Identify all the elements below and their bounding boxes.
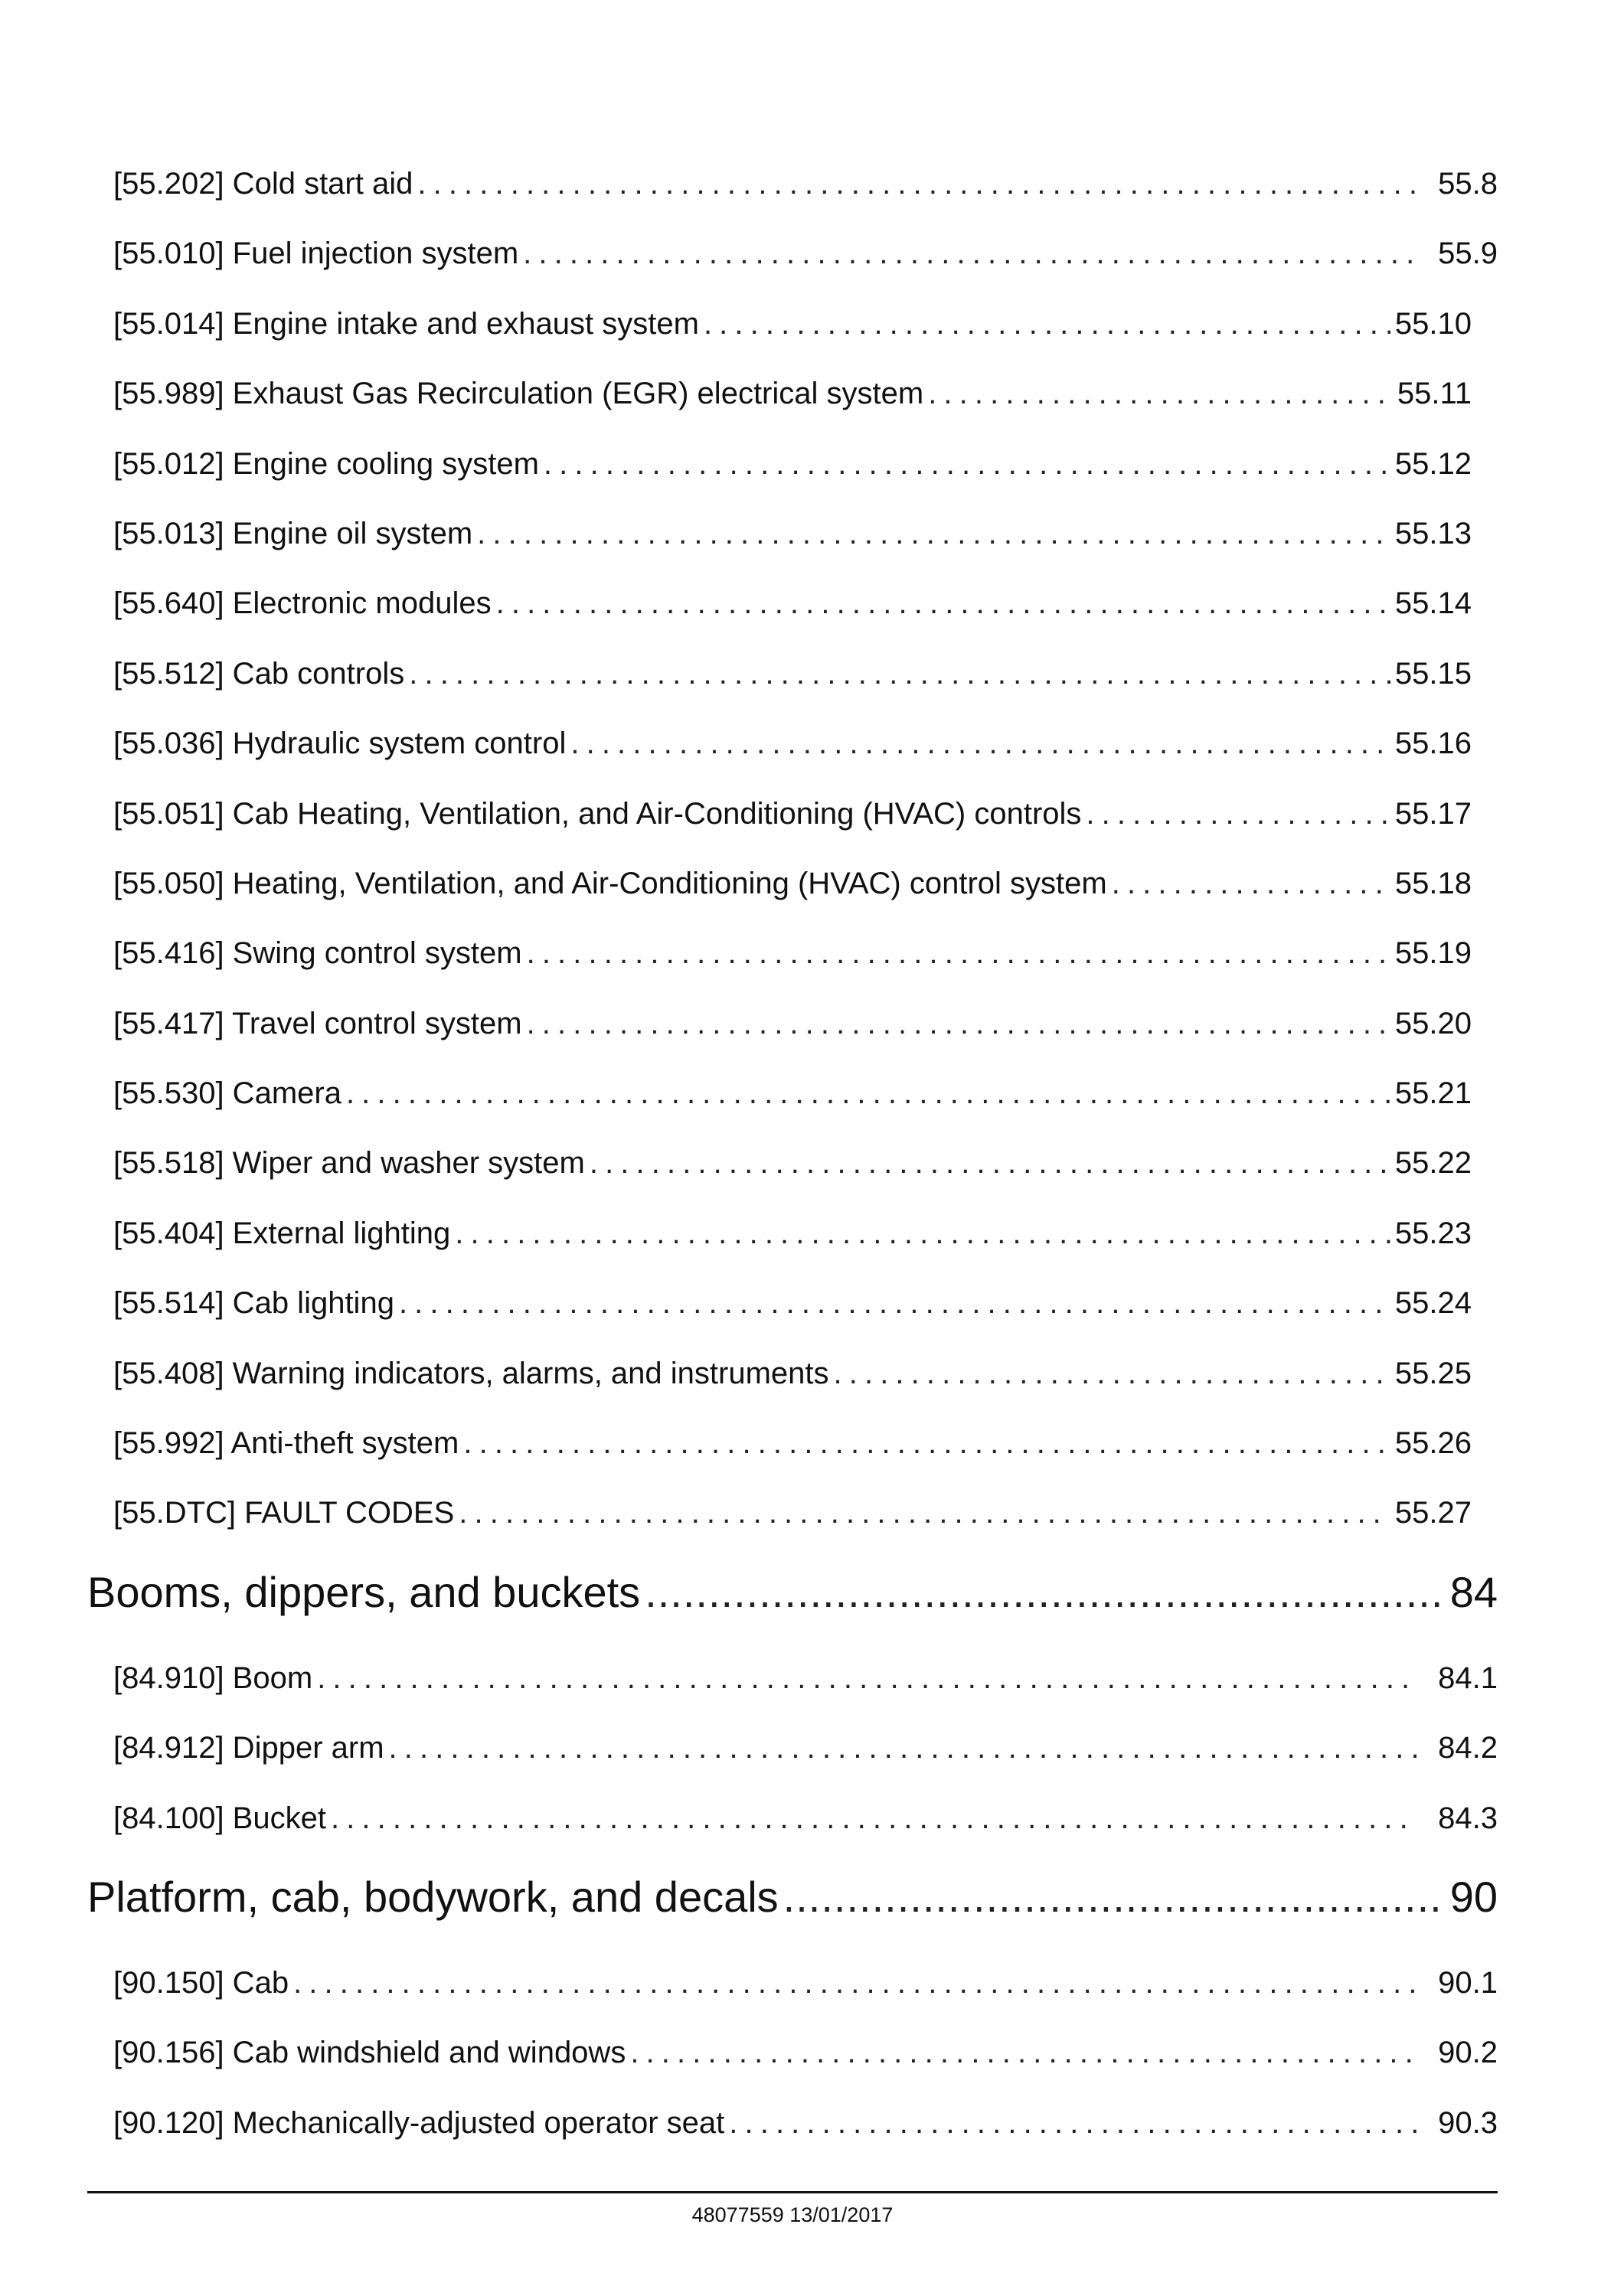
toc-page-number: 84 (1449, 1567, 1498, 1616)
toc-dot-leader (389, 1733, 1417, 1763)
toc-page-number: 90.2 (1438, 2036, 1498, 2070)
toc-page-number: 55.12 (1394, 446, 1472, 481)
toc-page-number: 55.10 (1394, 306, 1472, 341)
toc-entry-title: [55.036] Hydraulic system control (113, 727, 567, 761)
toc-entry-row[interactable] (87, 2105, 1498, 2177)
toc-chapter-title: Booms, dippers, and buckets (87, 1567, 641, 1616)
toc-entry-title: [84.912] Dipper arm (113, 1731, 384, 1765)
toc-entry-title: [55.DTC] FAULT CODES (113, 1496, 455, 1530)
toc-page-number: 84.2 (1438, 1731, 1498, 1765)
toc-dot-leader (729, 2108, 1417, 2138)
toc-page-number: 55.19 (1394, 936, 1472, 971)
toc-entry-title: [55.050] Heating, Ventilation, and Air-Conditioning (HVAC) control system (113, 866, 1107, 900)
toc-dot-leader (783, 1876, 1439, 1919)
toc-page-number: 55.8 (1438, 167, 1498, 201)
toc-entry-row[interactable] (87, 446, 1498, 518)
toc-entry-title: [55.404] External lighting (113, 1216, 451, 1250)
toc-dot-leader (704, 309, 1390, 339)
toc-entry-title: [55.989] Exhaust Gas Recirculation (EGR) electrical system (113, 377, 924, 411)
toc-dot-leader (645, 1571, 1439, 1614)
toc-dot-leader (417, 168, 1417, 199)
toc-entry-row[interactable] (87, 1288, 1498, 1357)
toc-entry-row[interactable] (87, 728, 1498, 798)
footer-document-number: 48077559 13/01/2017 (691, 2203, 894, 2226)
toc-entry-row[interactable] (87, 518, 1498, 588)
toc-entry-row[interactable] (87, 1497, 1498, 1567)
toc-dot-leader (463, 1428, 1390, 1458)
toc-entry-row[interactable] (87, 868, 1498, 938)
toc-entry-row[interactable] (87, 1803, 1498, 1873)
toc-dot-leader (409, 658, 1390, 689)
toc-page-number: 55.11 (1397, 377, 1472, 411)
toc-dot-leader (523, 238, 1417, 269)
toc-dot-leader (399, 1288, 1390, 1318)
toc-entry-row[interactable] (87, 1733, 1498, 1802)
toc-entry-row[interactable] (87, 306, 1498, 378)
toc-entry-row[interactable] (87, 588, 1498, 658)
toc-chapter-row[interactable] (87, 1567, 1498, 1663)
toc-entry-title: [55.013] Engine oil system (113, 516, 473, 550)
toc-entry-row[interactable] (87, 1008, 1498, 1078)
toc-entry-title: [55.408] Warning indicators, alarms, and instruments (113, 1356, 829, 1390)
footer-divider (87, 2191, 1498, 2193)
toc-dot-leader (293, 1968, 1417, 1998)
toc-entry-row[interactable] (87, 378, 1498, 448)
toc-page-number: 55.20 (1394, 1006, 1472, 1040)
toc-page-number: 55.24 (1394, 1286, 1472, 1321)
toc-dot-leader (928, 378, 1390, 409)
toc-entry-title: [55.530] Camera (113, 1076, 341, 1111)
toc-page-number: 55.13 (1394, 516, 1472, 550)
toc-entry-row[interactable] (87, 1663, 1498, 1733)
toc-entry-title: [55.416] Swing control system (113, 936, 522, 971)
toc-page-number: 55.26 (1394, 1426, 1472, 1461)
toc-entry-title: [55.417] Travel control system (113, 1006, 522, 1040)
toc-dot-leader (459, 1497, 1390, 1528)
toc-dot-leader (527, 1008, 1390, 1039)
toc-chapter-title: Platform, cab, bodywork, and decals (87, 1872, 779, 1921)
toc-page-number: 90.3 (1438, 2105, 1498, 2140)
toc-page-number: 55.17 (1394, 796, 1472, 831)
toc-entry-title: [90.120] Mechanically-adjusted operator seat (113, 2105, 725, 2140)
toc-entry-title: [90.150] Cab (113, 1965, 289, 2000)
toc-entry-title: [55.014] Engine intake and exhaust system (113, 306, 699, 341)
toc-page-number: 55.21 (1394, 1076, 1472, 1111)
toc-entry-row[interactable] (87, 238, 1498, 308)
toc-entry-title: [55.202] Cold start aid (113, 167, 413, 201)
toc-entry-row[interactable] (87, 1358, 1498, 1428)
toc-entry-row[interactable] (87, 2037, 1498, 2107)
toc-entry-row[interactable] (87, 1428, 1498, 1497)
toc-entry-row[interactable] (87, 168, 1498, 238)
toc-entry-row[interactable] (87, 796, 1498, 868)
toc-entry-row[interactable] (87, 658, 1498, 728)
toc-page-number: 90 (1449, 1872, 1498, 1921)
toc-page-number: 55.14 (1394, 586, 1472, 621)
toc-page-number: 84.3 (1438, 1801, 1498, 1835)
toc-dot-leader (455, 1218, 1390, 1249)
toc-dot-leader (834, 1358, 1390, 1389)
toc-entry-title: [55.051] Cab Heating, Ventilation, and Air-Conditioning (HVAC) controls (113, 796, 1082, 831)
toc-page-number: 55.9 (1438, 237, 1498, 271)
toc-entry-row[interactable] (87, 1218, 1498, 1288)
toc-entry-title: [55.514] Cab lighting (113, 1286, 394, 1321)
table-of-contents (87, 168, 1498, 2177)
toc-dot-leader (346, 1078, 1390, 1109)
toc-dot-leader (544, 449, 1390, 479)
toc-entry-row[interactable] (87, 1148, 1498, 1217)
toc-dot-leader (331, 1803, 1417, 1834)
toc-entry-title: [55.512] Cab controls (113, 656, 405, 691)
toc-entry-title: [90.156] Cab windshield and windows (113, 2036, 626, 2070)
toc-page-number: 55.16 (1394, 727, 1472, 761)
toc-dot-leader (317, 1663, 1417, 1693)
toc-page-number: 55.23 (1394, 1216, 1472, 1250)
toc-entry-title: [55.640] Electronic modules (113, 586, 492, 621)
toc-dot-leader (570, 728, 1390, 759)
toc-dot-leader (590, 1148, 1390, 1178)
toc-entry-row[interactable] (87, 1965, 1498, 2037)
toc-page-number: 55.25 (1394, 1356, 1472, 1390)
toc-dot-leader (527, 938, 1390, 968)
toc-entry-title: [55.010] Fuel injection system (113, 237, 519, 271)
toc-page-number: 55.18 (1394, 866, 1472, 900)
toc-chapter-row[interactable] (87, 1872, 1498, 1968)
toc-entry-title: [84.100] Bucket (113, 1801, 326, 1835)
toc-page-number: 55.22 (1394, 1146, 1472, 1181)
toc-dot-leader (1086, 799, 1390, 829)
toc-dot-leader (630, 2037, 1417, 2068)
toc-dot-leader (477, 518, 1390, 549)
toc-page-number: 55.15 (1394, 656, 1472, 691)
toc-dot-leader (496, 588, 1390, 619)
toc-dot-leader (1112, 868, 1390, 899)
toc-entry-title: [84.910] Boom (113, 1661, 313, 1695)
toc-page-number: 90.1 (1438, 1965, 1498, 2000)
toc-page-number: 55.27 (1394, 1496, 1472, 1530)
toc-entry-title: [55.518] Wiper and washer system (113, 1146, 585, 1181)
toc-entry-row[interactable] (87, 1078, 1498, 1148)
toc-entry-title: [55.012] Engine cooling system (113, 446, 539, 481)
toc-entry-title: [55.992] Anti-theft system (113, 1426, 459, 1461)
toc-page-number: 84.1 (1438, 1661, 1498, 1695)
toc-entry-row[interactable] (87, 938, 1498, 1008)
